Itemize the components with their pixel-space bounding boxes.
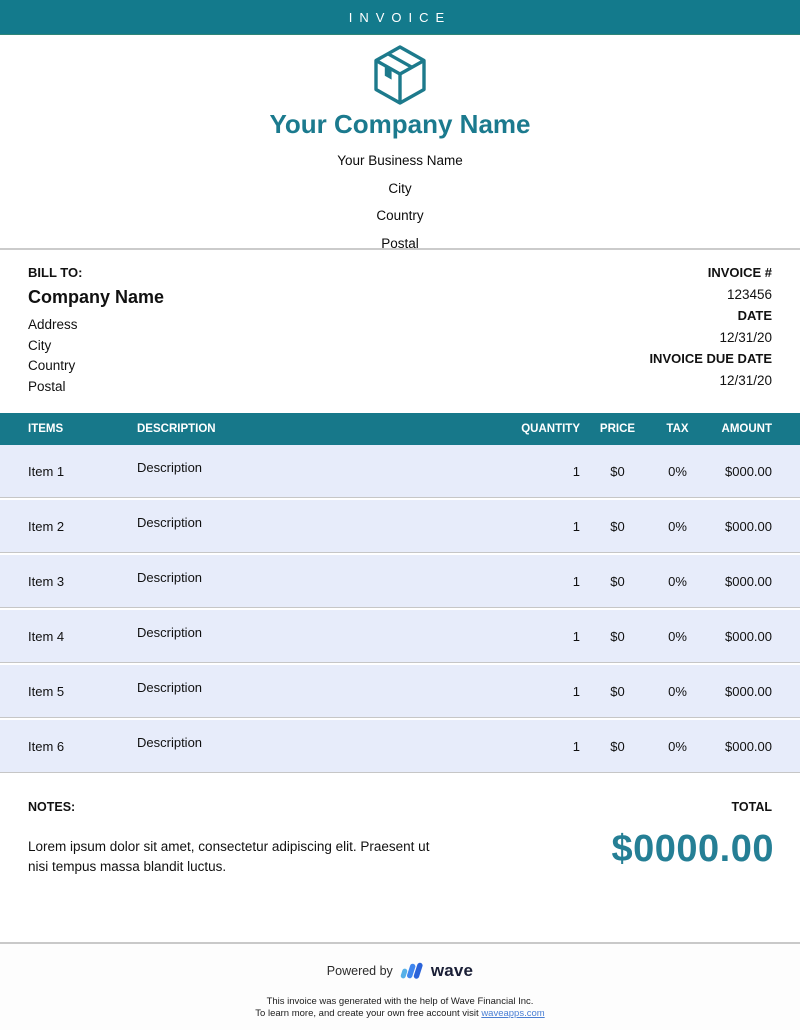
item-description: Description — [137, 570, 203, 585]
item-quantity: 1 — [572, 628, 580, 644]
item-amount: $000.00 — [725, 628, 772, 644]
item-description: Description — [137, 460, 203, 475]
item-tax: 0% — [668, 628, 687, 644]
disclaimer-line1: This invoice was generated with the help of Wave Financial Inc. — [266, 996, 534, 1007]
item-quantity: 1 — [572, 463, 580, 479]
item-quantity: 1 — [572, 738, 580, 754]
table-row — [0, 555, 800, 608]
invoice-meta-block — [649, 265, 772, 413]
footer-disclaimer — [0, 996, 800, 1019]
column-header-items: ITEMS — [28, 423, 64, 435]
item-price: $0 — [610, 683, 625, 699]
item-amount: $000.00 — [725, 573, 772, 589]
item-quantity: 1 — [572, 573, 580, 589]
company-header — [0, 35, 800, 251]
item-price: $0 — [610, 518, 625, 534]
item-price: $0 — [610, 573, 625, 589]
powered-by-text: Powered by — [326, 964, 393, 978]
item-name: Item 2 — [28, 518, 65, 534]
table-row — [0, 610, 800, 663]
powered-by-wave — [327, 961, 473, 981]
bill-to-company-name: Company Name — [28, 287, 165, 307]
item-description: Description — [137, 515, 203, 530]
item-tax: 0% — [668, 518, 687, 534]
summary-section — [0, 775, 800, 942]
column-header-quantity: QUANTITY — [521, 423, 580, 435]
bill-to-label: BILL TO: — [28, 265, 83, 280]
waveapps-link[interactable]: waveapps.com — [481, 1007, 545, 1019]
total-value: $0000.00 — [611, 828, 774, 870]
company-postal: Postal — [381, 235, 419, 251]
item-tax: 0% — [668, 573, 687, 589]
bill-to-address: Address — [28, 317, 78, 332]
bill-to-country: Country — [28, 358, 76, 373]
column-header-amount: AMOUNT — [721, 423, 772, 435]
item-description: Description — [137, 735, 203, 750]
item-amount: $000.00 — [725, 463, 772, 479]
item-price: $0 — [610, 738, 625, 754]
item-price: $0 — [610, 628, 625, 644]
billing-section — [0, 250, 800, 413]
business-name: Your Business Name — [337, 153, 463, 168]
item-tax: 0% — [668, 738, 687, 754]
item-tax: 0% — [668, 463, 687, 479]
item-name: Item 1 — [28, 463, 65, 479]
wave-wordmark: wave — [430, 961, 474, 980]
wave-logo-icon — [400, 961, 424, 981]
bill-to-block — [28, 265, 164, 413]
company-country: Country — [376, 208, 424, 223]
company-name: Your Company Name — [269, 109, 531, 139]
package-box-icon — [369, 44, 431, 111]
bill-to-postal: Postal — [28, 378, 66, 394]
item-amount: $000.00 — [725, 738, 772, 754]
notes-label: NOTES: — [28, 800, 76, 814]
item-name: Item 6 — [28, 738, 65, 754]
table-row — [0, 720, 800, 773]
item-tax: 0% — [668, 683, 687, 699]
item-quantity: 1 — [572, 518, 580, 534]
total-label: TOTAL — [731, 800, 772, 814]
invoice-date: 12/31/20 — [719, 329, 772, 345]
item-description: Description — [137, 680, 203, 695]
invoice-number: 123456 — [726, 286, 772, 302]
page-footer — [0, 944, 800, 1030]
date-label: DATE — [737, 308, 772, 323]
item-price: $0 — [610, 463, 625, 479]
items-table-body — [0, 445, 800, 773]
table-row — [0, 445, 800, 498]
invoice-title: INVOICE — [348, 9, 452, 25]
notes-text: Lorem ipsum dolor sit amet, consectetur adipiscing elit. Praesent ut nisi tempus massa blandit luctus. — [28, 839, 430, 874]
table-row — [0, 500, 800, 553]
disclaimer-line2-text: To learn more, and create your own free account visit — [255, 1007, 482, 1019]
table-header-row — [0, 413, 800, 445]
item-quantity: 1 — [572, 683, 580, 699]
due-date-label: INVOICE DUE DATE — [649, 351, 772, 366]
item-amount: $000.00 — [725, 518, 772, 534]
column-header-description: DESCRIPTION — [137, 423, 216, 435]
invoice-number-label: INVOICE # — [707, 265, 772, 280]
item-amount: $000.00 — [725, 683, 772, 699]
disclaimer-line2 — [0, 1008, 800, 1020]
invoice-due-date: 12/31/20 — [719, 372, 772, 388]
item-name: Item 3 — [28, 573, 65, 589]
column-header-tax: TAX — [666, 423, 689, 435]
table-row — [0, 665, 800, 718]
column-header-price: PRICE — [599, 423, 636, 435]
item-name: Item 5 — [28, 683, 65, 699]
invoice-title-bar — [0, 0, 800, 35]
item-name: Item 4 — [28, 628, 65, 644]
item-description: Description — [137, 625, 203, 640]
bill-to-city: City — [28, 337, 52, 353]
company-city: City — [388, 180, 412, 196]
